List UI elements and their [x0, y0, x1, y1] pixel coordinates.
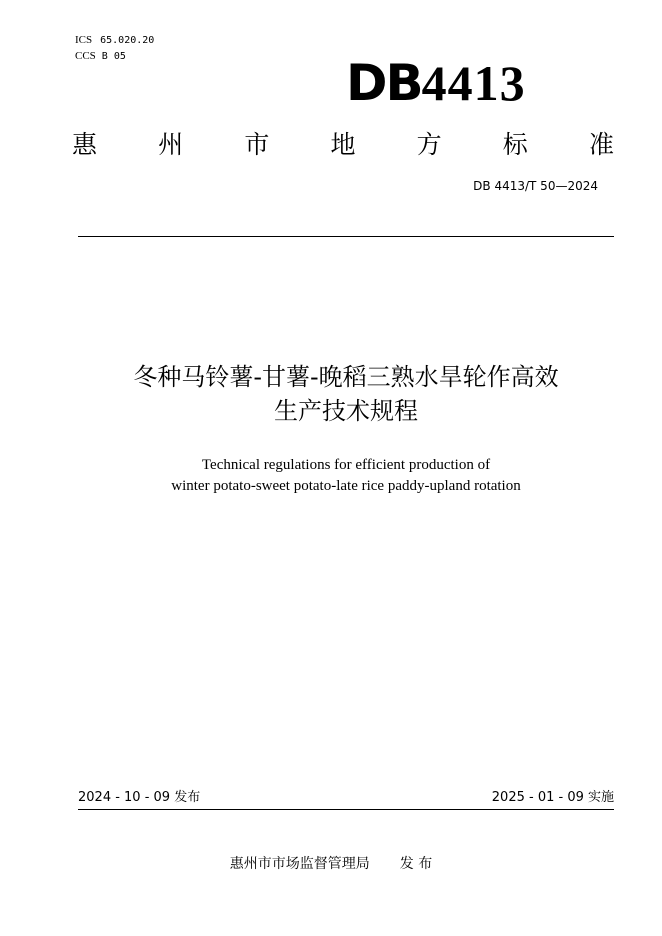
issuer-action: 发 布: [399, 856, 433, 872]
ics-label: ICS: [75, 34, 93, 46]
issuer-line: [0, 854, 662, 874]
title-chinese-line-1: 冬种马铃薯-甘薯-晚稻三熟水旱轮作高效: [133, 363, 559, 391]
standard-type-char: 地: [330, 130, 356, 159]
ccs-value: B 05: [101, 51, 126, 62]
top-divider: [78, 236, 614, 237]
standard-type-char: 方: [416, 130, 442, 159]
ics-code: [75, 33, 154, 48]
date-row: [78, 788, 614, 808]
title-chinese: [40, 360, 652, 428]
ccs-label: CCS: [75, 50, 96, 62]
title-english-line-1: Technical regulations for efficient production of: [201, 457, 491, 473]
standard-type-char: 市: [244, 130, 270, 159]
bottom-divider: [78, 809, 614, 810]
ics-value: 65.020.20: [100, 35, 155, 46]
issuer-name: 惠州市市场监督管理局: [229, 856, 370, 872]
standard-type-char: 标: [502, 130, 528, 159]
title-chinese-line-2: 生产技术规程: [274, 397, 418, 425]
title-english-line-2: winter potato-sweet potato-late rice paddy-upland rotation: [171, 478, 521, 494]
standard-number: DB 4413/T 50—2024: [473, 179, 598, 193]
db-logo-prefix: DB: [346, 54, 422, 112]
implementation-date: 2025 - 01 - 09 实施: [491, 790, 614, 805]
db-logo-code: 4413: [421, 55, 526, 111]
issue-date: 2024 - 10 - 09 发布: [78, 790, 201, 805]
standard-type-heading: [72, 128, 614, 162]
ccs-code: [75, 49, 126, 64]
standard-type-char: 惠: [72, 130, 98, 159]
db-logo: [346, 54, 566, 112]
title-english: [40, 455, 652, 497]
standard-type-char: 州: [158, 130, 184, 159]
standard-type-char: 准: [588, 130, 614, 159]
